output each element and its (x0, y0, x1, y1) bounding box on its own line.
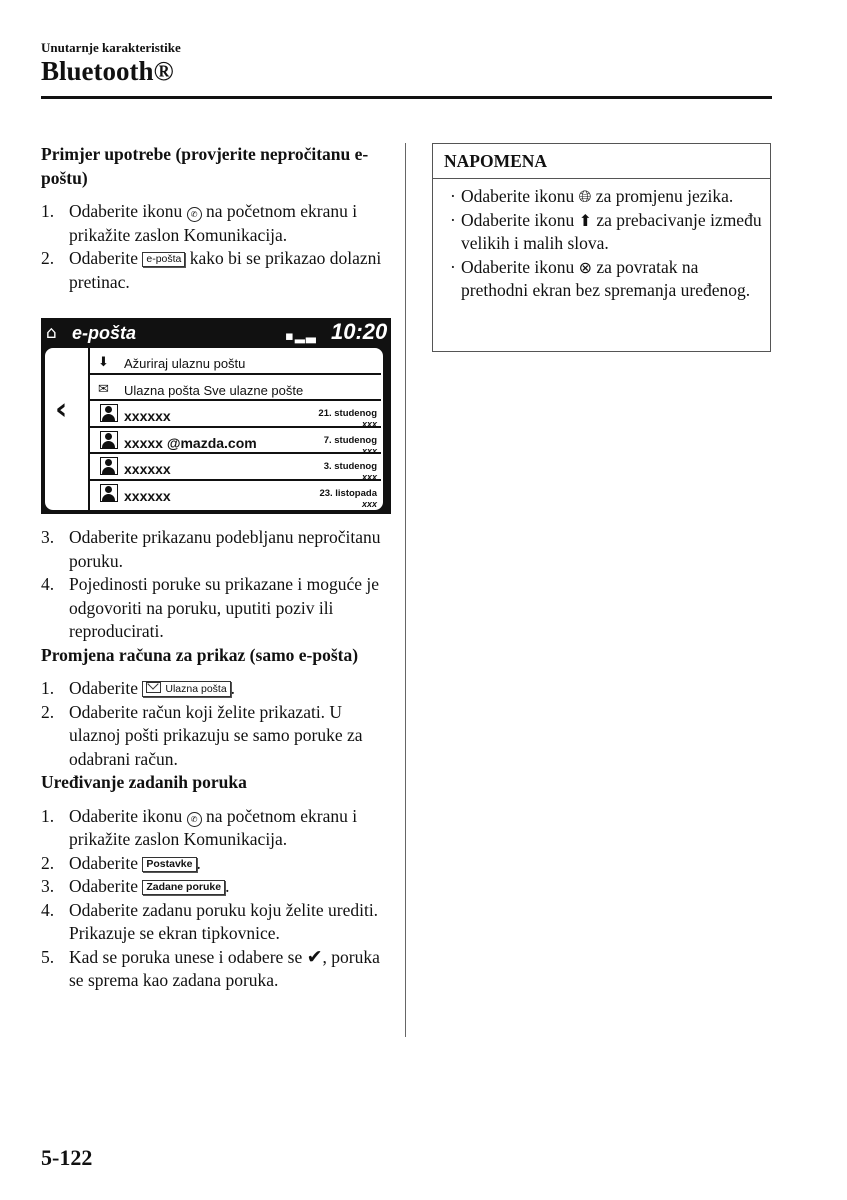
step: 5. Kad se poruka unese i odabere se ✔, poruka se sprema kao zadana poruka. (41, 945, 380, 990)
screen-body (45, 348, 383, 510)
row-label: Ažuriraj ulaznu poštu (124, 356, 246, 371)
row-label: Ulazna pošta Sve ulazne pošte (124, 382, 304, 398)
phone-icon: ✆ (187, 812, 202, 827)
message-row[interactable] (90, 401, 381, 428)
note-heading: NAPOMENA (433, 144, 770, 179)
message-date: 21. studenog (318, 408, 377, 419)
step: 4. Pojedinosti poruke su prikazane i moguće je odgovoriti na poruku, uputiti poziv ili reproducirati. (41, 574, 380, 641)
inbox-row[interactable] (90, 375, 381, 402)
title-rule (41, 96, 772, 99)
note-list (433, 185, 770, 303)
section-heading-unread-email: Primjer upotrebe (provjerite nepročitanu e-poštu) (41, 144, 369, 188)
chevron-left-icon: ‹ (55, 392, 68, 427)
message-sender: xxxxx @mazda.com (124, 434, 257, 451)
note-item: · Odaberite ikonu ⬆ za prebacivanje između velikih i malih slova. (461, 209, 762, 256)
section-heading-edit-messages: Uređivanje zadanih poruka (41, 772, 247, 792)
column-divider (405, 143, 406, 1037)
contact-avatar-icon (100, 404, 118, 422)
default-messages-button-ref: Zadane poruke (142, 880, 225, 895)
message-date: 7. studenog (323, 434, 377, 446)
message-sender: xxxxxx (124, 461, 171, 477)
screen-list (90, 348, 381, 509)
download-icon: ⬇ (98, 355, 109, 370)
message-meta: xxx (361, 498, 377, 509)
envelope-icon: ✉ (98, 381, 109, 397)
signal-icon: ▪▂▃ (285, 329, 317, 344)
message-meta: xxx (361, 445, 377, 456)
step: 1. Odaberite ikonu ✆ na početnom ekranu i prikažite zaslon Komunikacija. (41, 201, 358, 245)
page-title: Bluetooth® (41, 56, 174, 86)
email-button-ref: e-pošta (142, 252, 185, 267)
contact-avatar-icon (100, 457, 118, 475)
message-sender: xxxxxx (124, 487, 171, 504)
home-icon: ⌂ (46, 323, 57, 343)
step: 2. Odaberite Postavke . (41, 852, 201, 873)
step: 1. Odaberite Ulazna pošta . (41, 678, 236, 698)
settings-button-ref: Postavke (142, 857, 196, 872)
note-item: · Odaberite ikonu 🌐︎ za promjenu jezika. (461, 185, 762, 209)
step: 3. Odaberite Zadane poruke . (41, 876, 230, 896)
message-meta: xxx (361, 472, 377, 482)
contact-avatar-icon (100, 431, 118, 449)
message-date: 23. listopada (319, 487, 377, 499)
note-item: · Odaberite ikonu ⊗ za povratak na prethodni ekran bez spremanja uređenog. (461, 256, 762, 303)
envelope-icon (146, 682, 161, 693)
section-label: Unutarnje karakteristike (41, 40, 181, 55)
section-heading-change-account: Promjena računa za prikaz (samo e-pošta) (41, 644, 359, 665)
email-inbox-screenshot (41, 318, 391, 514)
message-sender: xxxxxx (124, 408, 171, 424)
step: 3. Odaberite prikazanu podebljanu nepročitanu poruku. (41, 527, 381, 571)
steps-unread-email-cont (41, 526, 391, 644)
step: 4. Odaberite zadanu poruku koju želite urediti. Prikazuje se ekran tipkovnice. (41, 899, 379, 943)
page-number: 5-122 (41, 1145, 93, 1170)
shift-arrow-icon: ⬆ (578, 210, 593, 230)
step: 2. Odaberite račun koji želite prikazati. U ulaznoj pošti prikazuju se samo poruke za odabrani račun. (41, 701, 363, 769)
back-button[interactable] (45, 348, 90, 510)
screen-clock: 10:20 (331, 319, 388, 344)
steps-change-account (41, 677, 391, 771)
step: 2. Odaberite e-pošta kako bi se prikazao dolazni pretinac. (41, 248, 382, 292)
inbox-button-ref: Ulazna pošta (142, 681, 230, 697)
steps-edit-messages (41, 805, 391, 993)
contact-avatar-icon (100, 484, 118, 502)
message-row[interactable] (90, 481, 381, 509)
screen-title: e-pošta (72, 323, 137, 343)
globe-icon: 🌐︎ (578, 187, 592, 206)
note-box (432, 143, 771, 352)
update-inbox-row[interactable] (90, 348, 381, 375)
message-date: 3. studenog (323, 461, 377, 472)
message-row[interactable] (90, 454, 381, 481)
phone-icon: ✆ (187, 207, 202, 222)
steps-unread-email (41, 200, 391, 294)
close-circle-icon: ⊗ (578, 257, 593, 277)
checkmark-icon: ✔ (306, 945, 323, 968)
left-column (41, 143, 391, 993)
message-meta: xxx (361, 419, 377, 429)
screen-header (41, 318, 391, 348)
step: 1. Odaberite ikonu ✆ na početnom ekranu i prikažite zaslon Komunikacija. (41, 805, 358, 849)
message-row[interactable] (90, 428, 381, 455)
